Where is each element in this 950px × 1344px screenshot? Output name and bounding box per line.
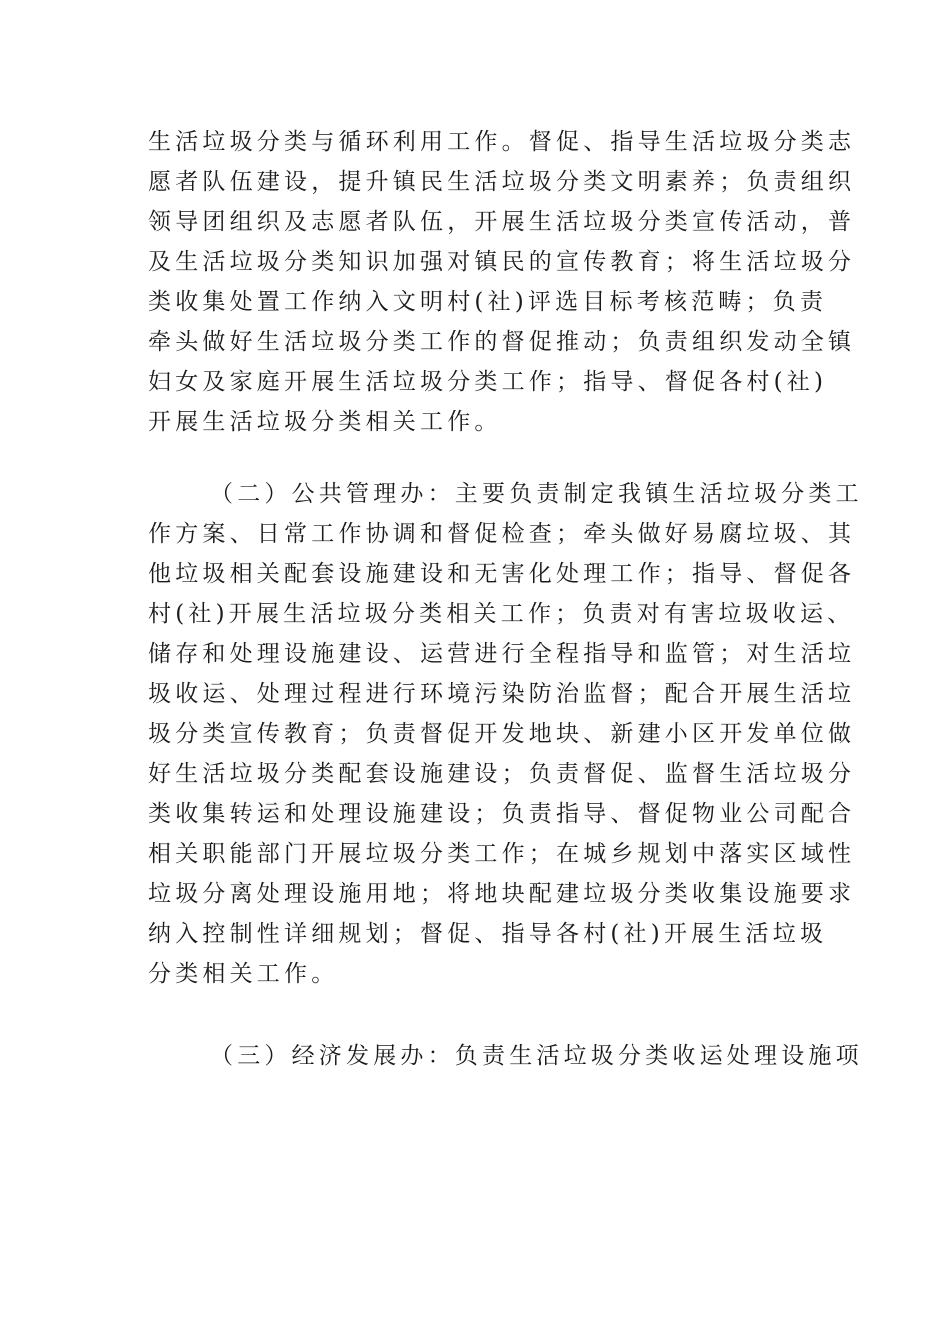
text-line: 相关职能部门开展垃圾分类工作；在城乡规划中落实区域性 (148, 841, 856, 867)
text-line: 开展生活垃圾分类相关工作。 (148, 409, 502, 435)
text-line: 圾收运、处理过程进行环境污染防治监督；配合开展生活垃 (148, 681, 856, 707)
text-line: 他垃圾相关配套设施建设和无害化处理工作；指导、督促各 (148, 561, 856, 587)
text-line: 类收集处置工作纳入文明村(社)评选目标考核范畴；负责 (148, 289, 828, 315)
text-line: 领导团组织及志愿者队伍，开展生活垃圾分类宣传活动，普 (148, 209, 856, 235)
text-line: 村(社)开展生活垃圾分类相关工作；负责对有害垃圾收运、 (148, 601, 855, 627)
text-line: 类收集转运和处理设施建设；负责指导、督促物业公司配合 (148, 801, 856, 827)
text-line: 垃圾分离处理设施用地；将地块配建垃圾分类收集设施要求 (148, 881, 856, 907)
text-line: 及生活垃圾分类知识加强对镇民的宣传教育；将生活垃圾分 (148, 249, 856, 275)
text-line: 纳入控制性详细规划；督促、指导各村(社)开展生活垃圾 (148, 921, 828, 947)
text-line: （三）经济发展办：负责生活垃圾分类收运处理设施项 (210, 1043, 863, 1069)
paragraph-economic-development (148, 1036, 863, 1076)
text-line: （二）公共管理办：主要负责制定我镇生活垃圾分类工 (210, 481, 863, 507)
text-line: 牵头做好生活垃圾分类工作的督促推动；负责组织发动全镇 (148, 329, 856, 355)
text-line: 圾分类宣传教育；负责督促开发地块、新建小区开发单位做 (148, 721, 856, 747)
paragraph-continuation (148, 122, 856, 442)
text-line: 妇女及家庭开展生活垃圾分类工作；指导、督促各村(社) (148, 369, 828, 395)
text-line: 生活垃圾分类与循环利用工作。督促、指导生活垃圾分类志 (148, 129, 856, 155)
text-line: 作方案、日常工作协调和督促检查；牵头做好易腐垃圾、其 (148, 521, 856, 547)
text-line: 愿者队伍建设，提升镇民生活垃圾分类文明素养；负责组织 (148, 169, 856, 195)
text-line: 好生活垃圾分类配套设施建设；负责督促、监督生活垃圾分 (148, 761, 856, 787)
text-line: 储存和处理设施建设、运营进行全程指导和监管；对生活垃 (148, 641, 856, 667)
text-line: 分类相关工作。 (148, 961, 339, 987)
paragraph-public-management (148, 474, 863, 994)
